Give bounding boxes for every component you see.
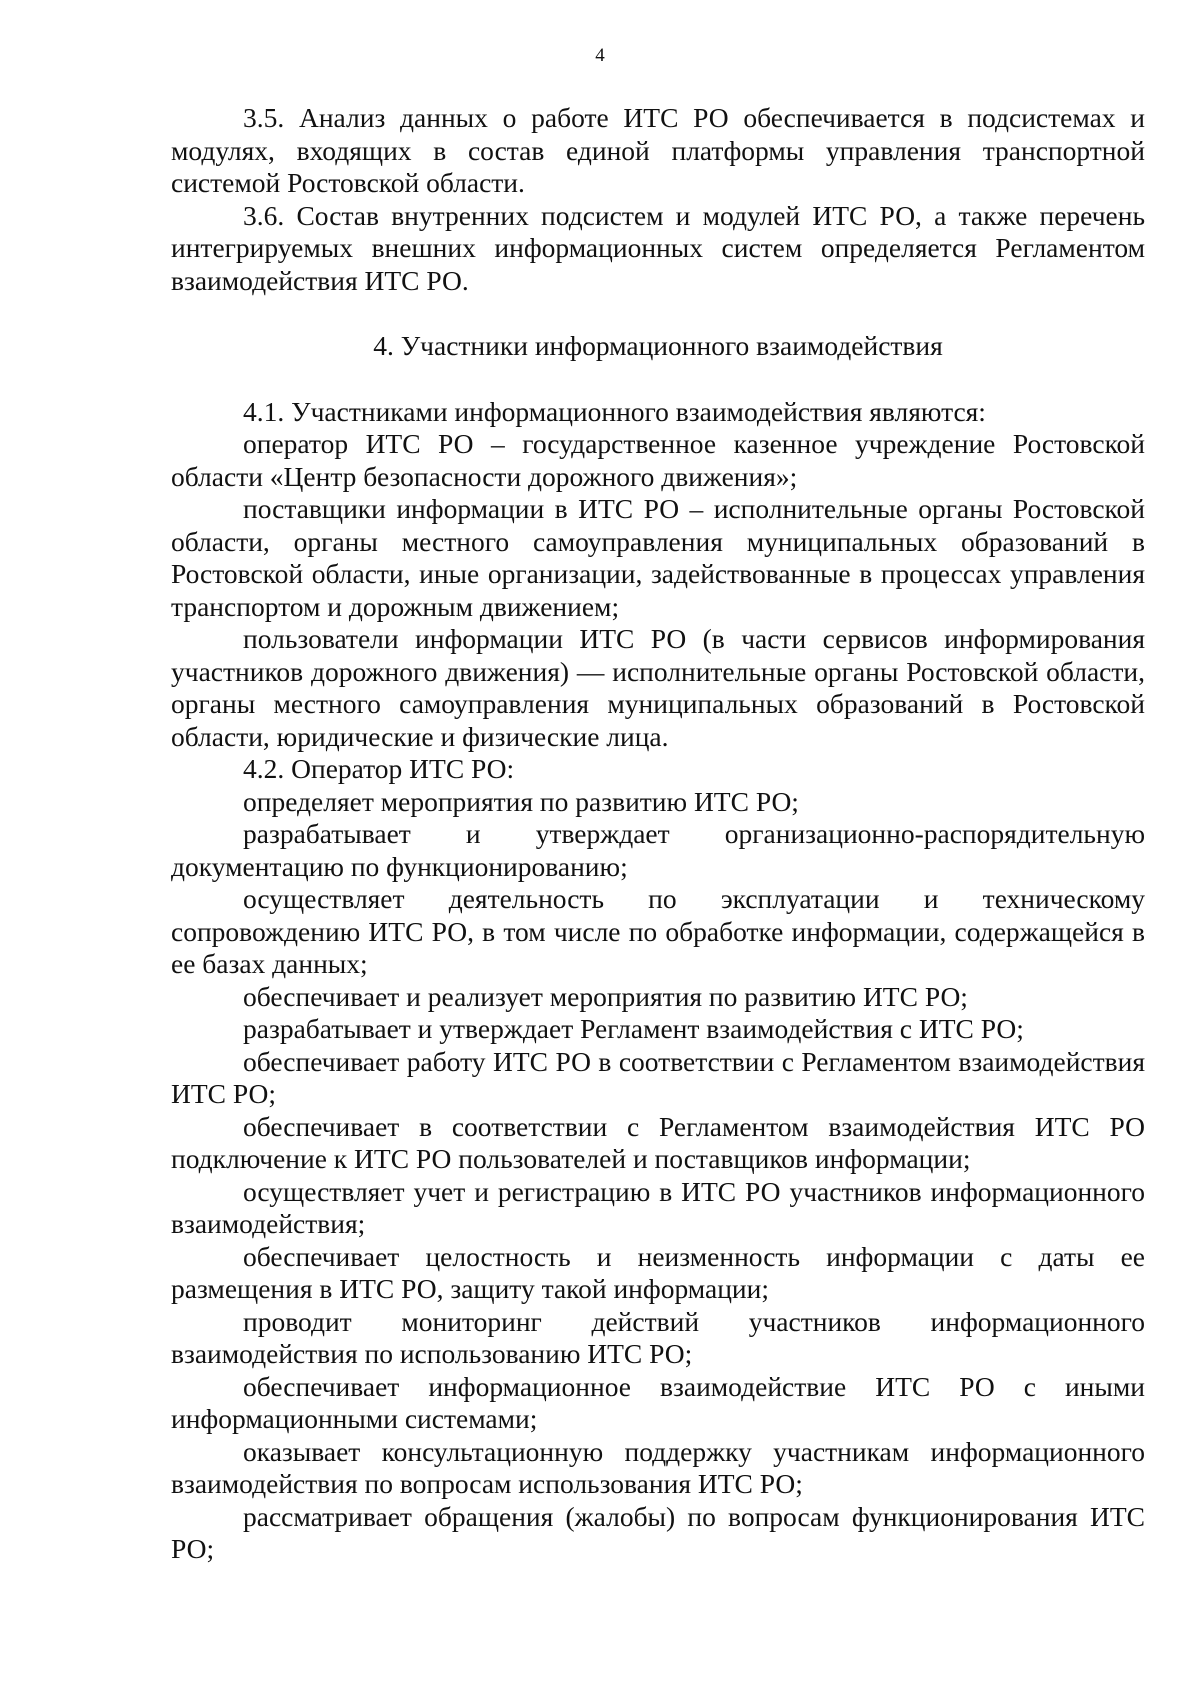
- list-item: разрабатывает и утверждает Регламент взаимодействия с ИТС РО;: [243, 1013, 1024, 1044]
- list-item: разрабатывает и утверждает организационно-распорядительную документацию по функционированию;: [171, 818, 1145, 882]
- paragraph-users: пользователи информации ИТС РО (в части сервисов информирования участников дорожного движения) — исполнительные органы Ростовской области, органы местного самоуправления муниципальных образований в Ростовской области, юридические и физические лица.: [171, 623, 1145, 752]
- paragraph-3-5: 3.5. Анализ данных о работе ИТС РО обеспечивается в подсистемах и модулях, входящих в состав единой платформы управления транспортной системой Ростовской области.: [171, 102, 1145, 198]
- list-item: обеспечивает в соответствии с Регламентом взаимодействия ИТС РО подключение к ИТС РО пользователей и поставщиков информации;: [171, 1110, 1145, 1174]
- list-item: рассматривает обращения (жалобы) по вопросам функционирования ИТС РО;: [171, 1500, 1145, 1564]
- paragraph-4-1: 4.1. Участниками информационного взаимодействия являются:: [243, 395, 986, 427]
- list-item: обеспечивает и реализует мероприятия по развитию ИТС РО;: [243, 980, 968, 1012]
- page-number: 4: [595, 45, 605, 66]
- list-item: определяет мероприятия по развитию ИТС РО;: [243, 785, 799, 817]
- list-item: обеспечивает информационное взаимодействие ИТС РО с иными информационными системами;: [171, 1370, 1145, 1434]
- document-body: [171, 102, 1145, 1566]
- paragraph-3-6: 3.6. Состав внутренних подсистем и модулей ИТС РО, а также перечень интегрируемых внешних информационных систем определяется Регламентом взаимодействия ИТС РО.: [171, 199, 1145, 296]
- list-item: проводит мониторинг действий участников информационного взаимодействия по использованию ИТС РО;: [171, 1305, 1145, 1369]
- section-heading: 4. Участники информационного взаимодействия: [373, 330, 943, 361]
- list-item: осуществляет деятельность по эксплуатации и техническому сопровождению ИТС РО, в том числе по обработке информации, содержащейся в ее базах данных;: [171, 883, 1145, 979]
- list-item: оказывает консультационную поддержку участникам информационного взаимодействия по вопросам использования ИТС РО;: [171, 1435, 1145, 1499]
- list-item: обеспечивает целостность и неизменность информации с даты ее размещения в ИТС РО, защиту такой информации;: [171, 1240, 1145, 1304]
- list-item: осуществляет учет и регистрацию в ИТС РО участников информационного взаимодействия;: [171, 1175, 1145, 1239]
- paragraph-4-2: 4.2. Оператор ИТС РО:: [243, 753, 515, 784]
- paragraph-suppliers: поставщики информации в ИТС РО – исполнительные органы Ростовской области, органы местного самоуправления муниципальных образований в Ростовской области, иные организации, задействованные в процессах управления транспортом и дорожным движением;: [171, 493, 1145, 622]
- list-item: обеспечивает работу ИТС РО в соответствии с Регламентом взаимодействия ИТС РО;: [171, 1045, 1145, 1109]
- paragraph-operator: оператор ИТС РО – государственное казенное учреждение Ростовской области «Центр безопасности дорожного движения»;: [171, 428, 1145, 492]
